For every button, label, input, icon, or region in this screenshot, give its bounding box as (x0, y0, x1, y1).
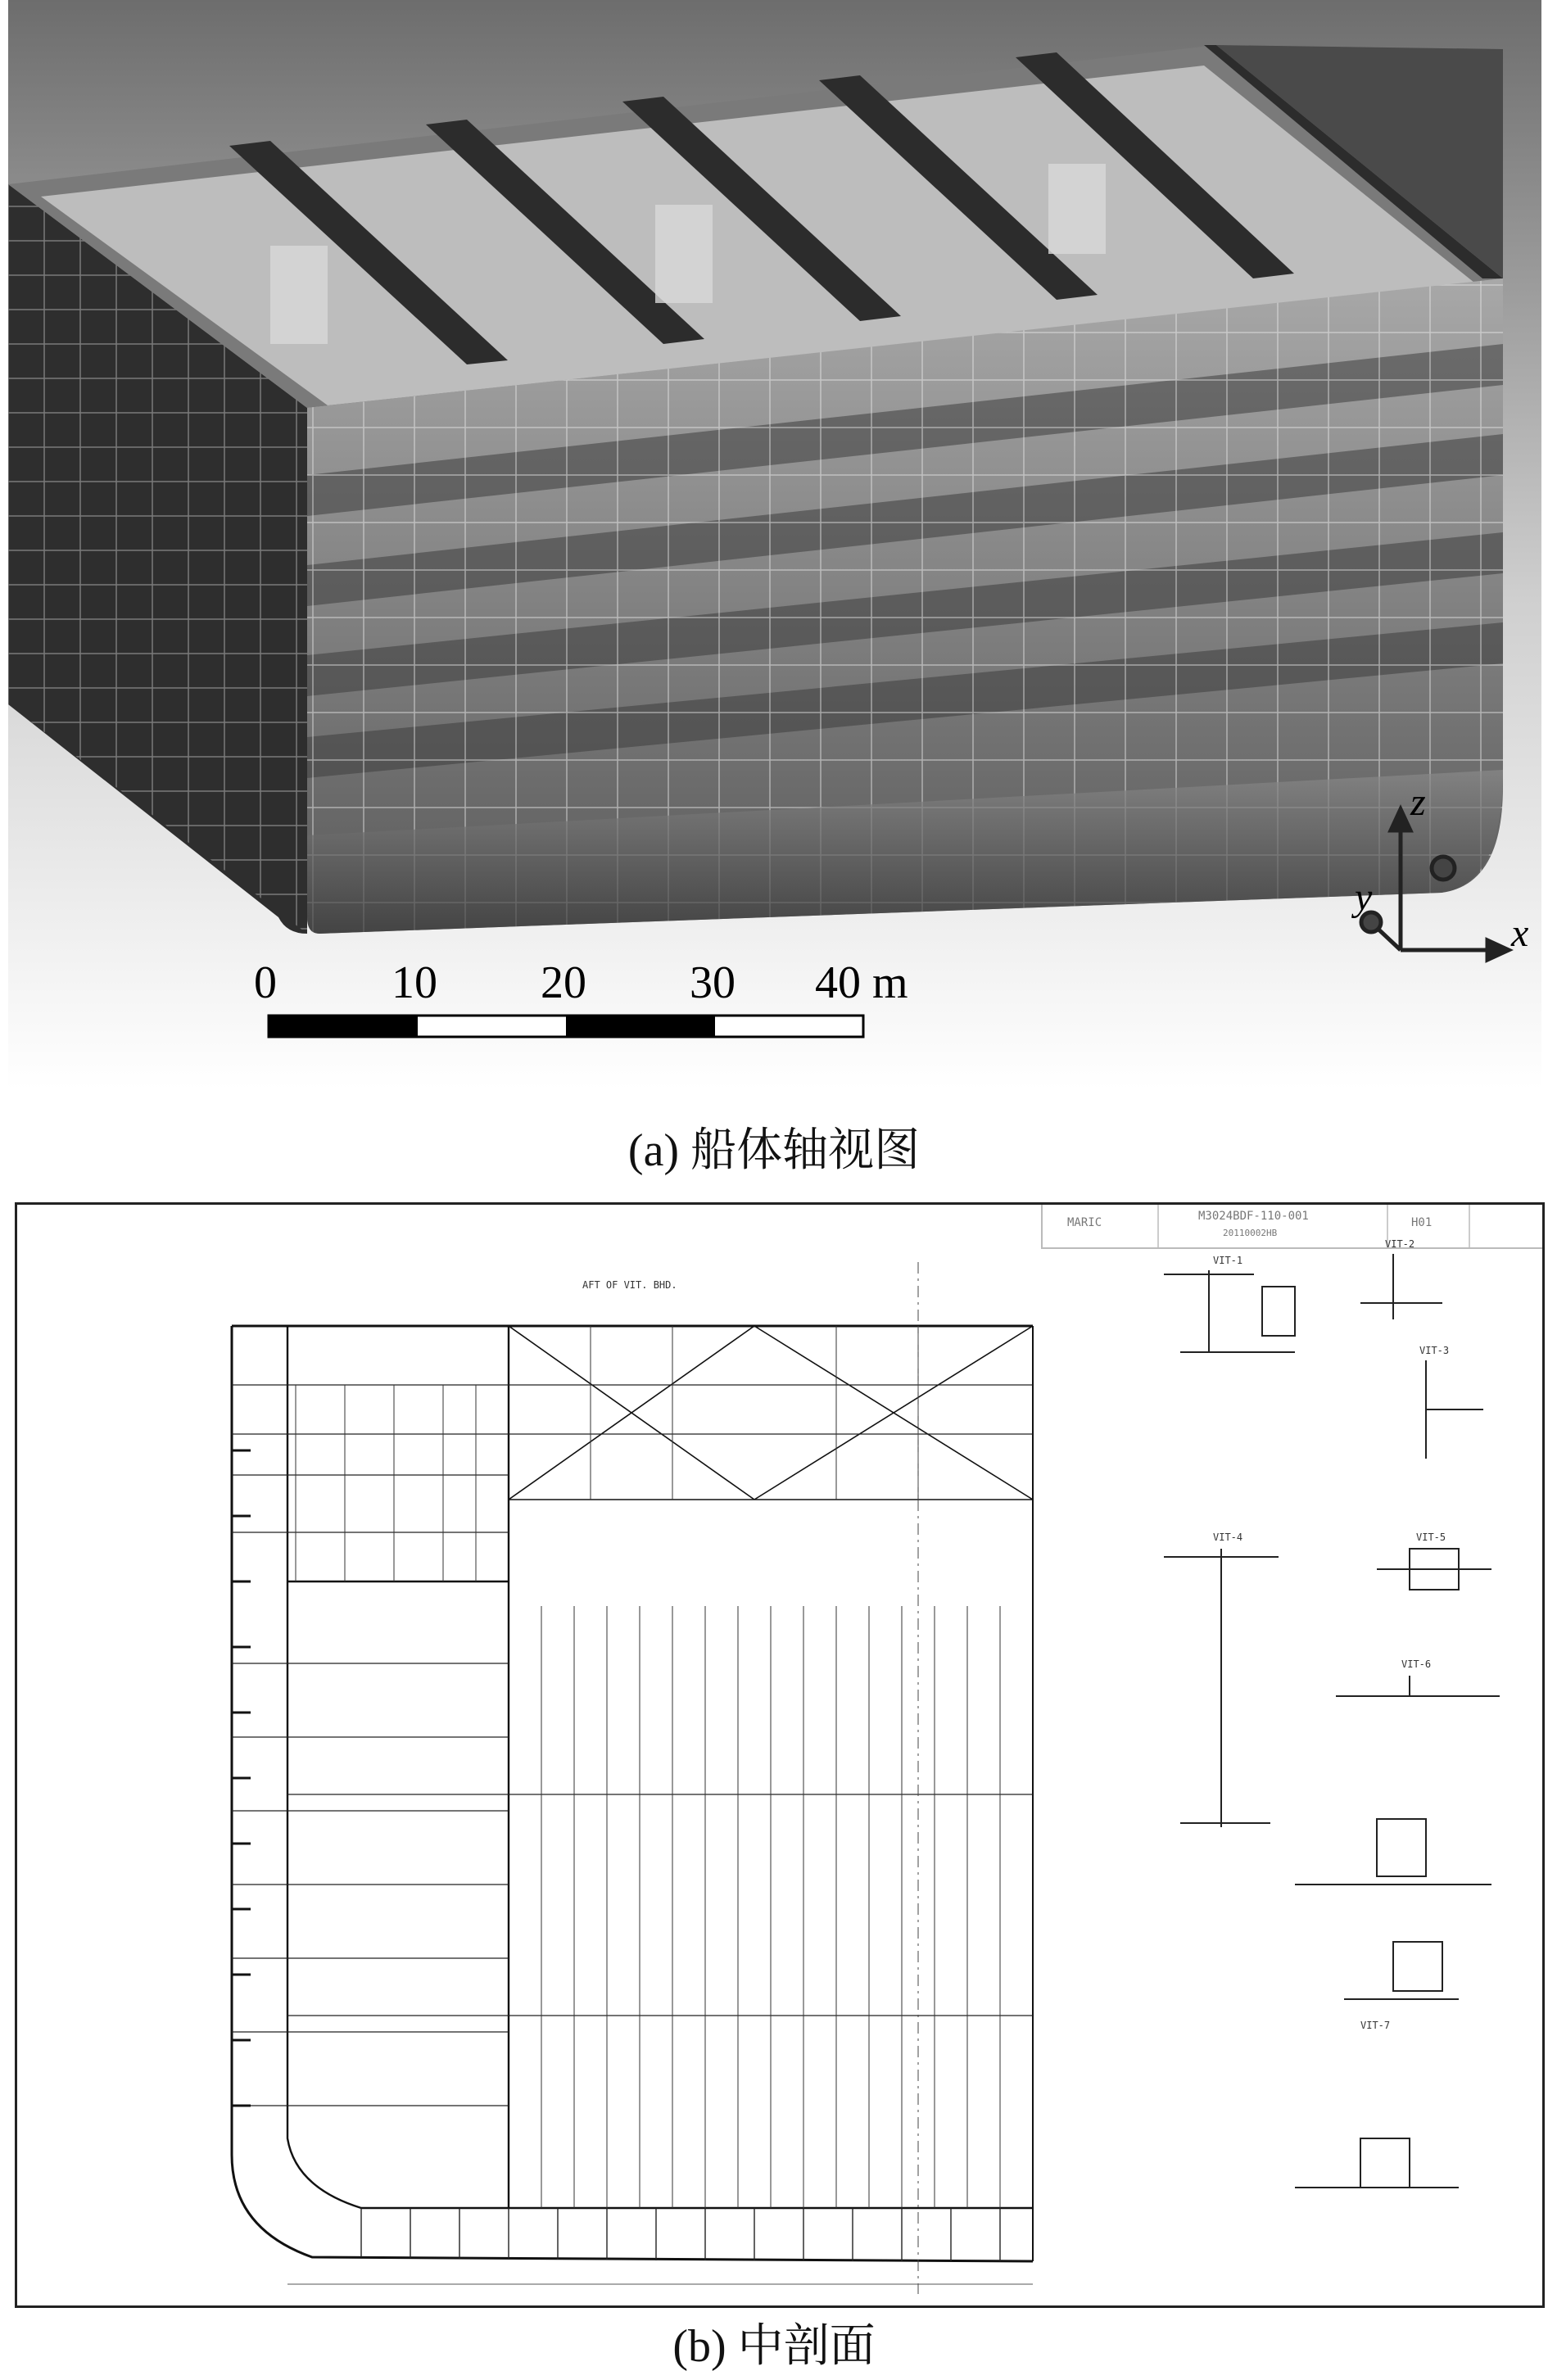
title-block-org: MARIC (1067, 1216, 1102, 1229)
caption-a: (a) 船体轴视图 (627, 1125, 921, 1176)
hull-axis-view (8, 0, 1541, 1089)
scale-tick-30: 30 (690, 957, 736, 1008)
axis-label-x: x (1511, 912, 1529, 955)
drawing-heading: AFT OF VIT. BHD. (582, 1279, 677, 1291)
scale-tick-0: 0 (254, 957, 277, 1008)
section-labels (17, 1205, 1542, 2305)
scale-tick-20: 20 (541, 957, 586, 1008)
scale-bar (269, 1016, 863, 1037)
hull-render (8, 0, 1541, 1089)
midship-section-drawing (15, 1202, 1545, 2308)
title-block-sub: 20110002HB (1223, 1228, 1278, 1238)
detail-vit-3: VIT-3 (1419, 1345, 1450, 1356)
detail-vit-5: VIT-5 (1416, 1532, 1446, 1543)
detail-vit-6: VIT-6 (1401, 1658, 1432, 1670)
detail-vit-4: VIT-4 (1213, 1532, 1243, 1543)
detail-vit-7: VIT-7 (1360, 2020, 1391, 2031)
scale-tick-10: 10 (392, 957, 437, 1008)
title-block-rev: H01 (1411, 1216, 1433, 1229)
detail-vit-2: VIT-2 (1385, 1238, 1415, 1250)
caption-b: (b) 中剖面 (672, 2321, 876, 2372)
scale-tick-40m: 40 m (815, 957, 908, 1008)
axis-label-z: z (1410, 781, 1426, 824)
axis-label-y: y (1355, 876, 1373, 919)
detail-vit-1: VIT-1 (1213, 1255, 1243, 1266)
title-block-drawing-no: M3024BDF-110-001 (1198, 1210, 1309, 1223)
